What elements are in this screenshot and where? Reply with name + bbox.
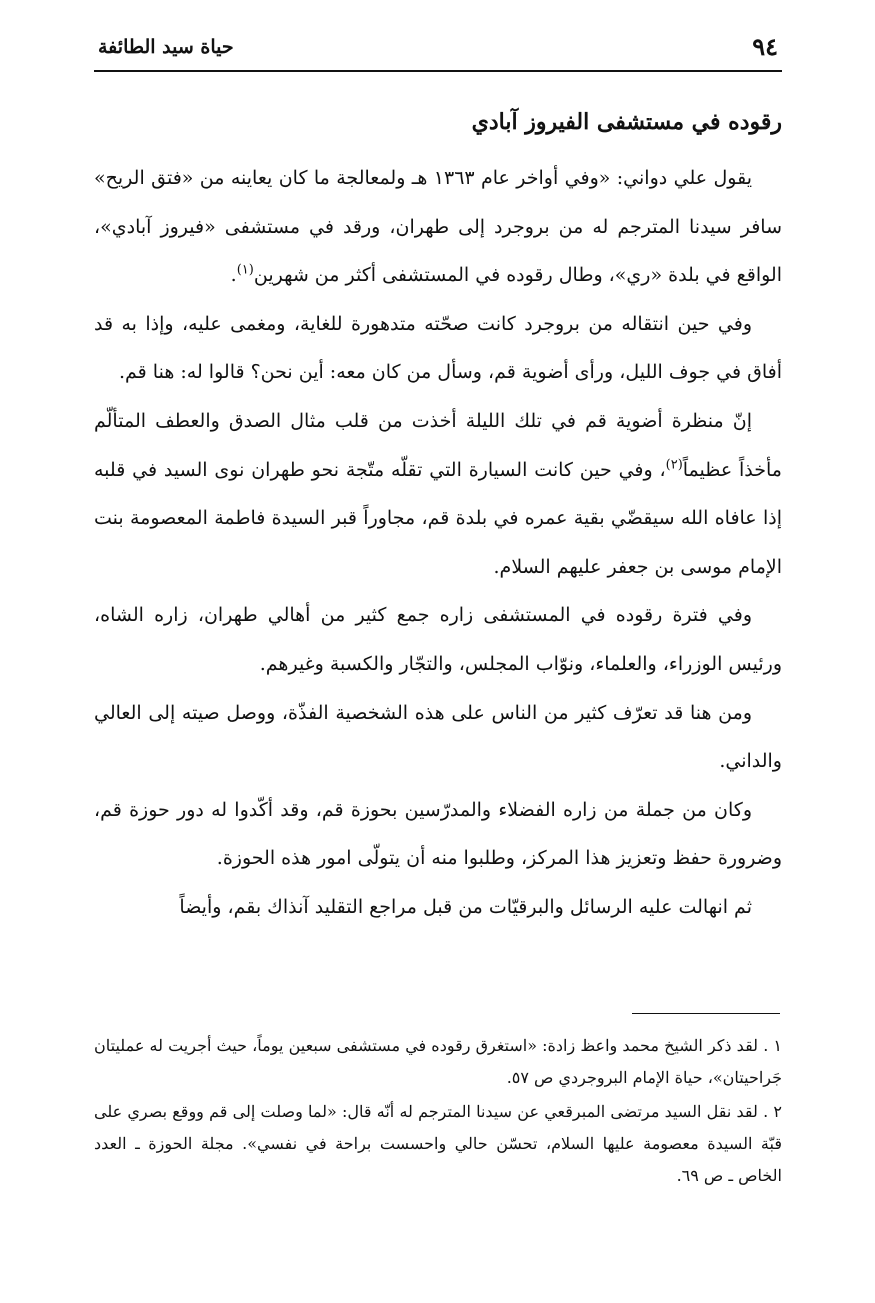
paragraph-text: وفي فترة رقوده في المستشفى زاره جمع كثير من أهالي طهران، زاره الشاه، ورئيس الوزراء، والعلماء، ونوّاب المجلس، والتجّار والكسبة وغيرهم. <box>94 604 782 675</box>
paragraph <box>94 786 782 883</box>
main-text <box>94 100 782 932</box>
footnote-reference[interactable]: (٢) <box>665 457 683 473</box>
page-number: ٩٤ <box>752 32 778 61</box>
footnote-text: لقد نقل السيد مرتضى المبرقعي عن سيدنا المترجم له أنّه قال: «لما وصلت إلى قم ووقع بصري على قبّة السيدة معصومة عليها السلام، تحسّن حالي واحسست براحة في نفسي». مجلة الحوزة ـ العدد الخاص ـ ص ٦٩. <box>94 1102 782 1185</box>
section-title: رقوده في مستشفى الفيروز آبادي <box>471 109 782 135</box>
running-title: حياة سيد الطائفة <box>98 36 234 58</box>
footnote-divider <box>632 1013 780 1014</box>
paragraph <box>94 883 782 932</box>
paragraph-tail: ، وفي حين كانت السيارة التي تقلّه متّجة نحو طهران نوى السيد في قلبه إذا عافاه الله سيقضّي بقية عمره في بلدة قم، مجاوراً قبر السيدة فاطمة المعصومة بنت الإمام موسى بن جعفر عليهم السلام. <box>94 458 782 578</box>
footnotes <box>94 1030 782 1194</box>
paragraph <box>94 300 782 397</box>
paragraph-text: وكان من جملة من زاره الفضلاء والمدرّسين بحوزة قم، وقد أكّدوا له دور حوزة قم، وضرورة حفظ وتعزيز هذا المركز، وطلبوا منه أن يتولّى امور هذه الحوزة. <box>94 798 782 870</box>
page-header <box>94 30 782 72</box>
paragraph-text: ومن هنا قد تعرّف كثير من الناس على هذه الشخصية الفذّة، ووصل صيته إلى العالي والداني. <box>94 701 782 773</box>
paragraph <box>94 689 782 786</box>
footnote-reference[interactable]: (١) <box>236 262 254 278</box>
footnote-number: ١ . <box>763 1036 783 1055</box>
footnote <box>94 1030 782 1094</box>
footnote-text: لقد ذكر الشيخ محمد واعظ زادة: «استغرق رقوده في مستشفى سبعين يوماً، حيث أجريت له عمليتان جَراحيتان»، حياة الإمام البروجردي ص ٥٧. <box>94 1036 782 1087</box>
paragraph-text: وفي حين انتقاله من بروجرد كانت صحّته متدهورة للغاية، ومغمى عليه، وإذا به قد أفاق في جوف الليل، ورأى أضوية قم، وسأل من كان معه: أين نحن؟ قالوا له: هنا قم. <box>94 312 782 384</box>
paragraph-text: إنّ منظرة أضوية قم في تلك الليلة أخذت من قلب مثال الصدق والعطف المتألّم مأخذاً عظيماً <box>94 409 782 481</box>
paragraph <box>94 154 782 300</box>
footnote-number: ٢ . <box>763 1102 782 1121</box>
footnote <box>94 1096 782 1192</box>
paragraph-text: يقول علي دواني: «وفي أواخر عام ١٣٦٣ هـ ولمعالجة ما كان يعاينه من «فتق الريح» سافر سيدنا المترجم له من بروجرد إلى طهران، ورقد في مستشفى «فيروز آبادي»، الواقع في بلدة «ري»، وطال رقوده في المستشفى أكثر من شهرين <box>94 167 782 287</box>
paragraph <box>94 397 782 591</box>
paragraph-tail: . <box>230 264 237 287</box>
paragraph <box>94 591 782 688</box>
paragraph-text: ثم انهالت عليه الرسائل والبرقيّات من قبل مراجع التقليد آنذاك بقم، وأيضاً <box>179 895 752 918</box>
